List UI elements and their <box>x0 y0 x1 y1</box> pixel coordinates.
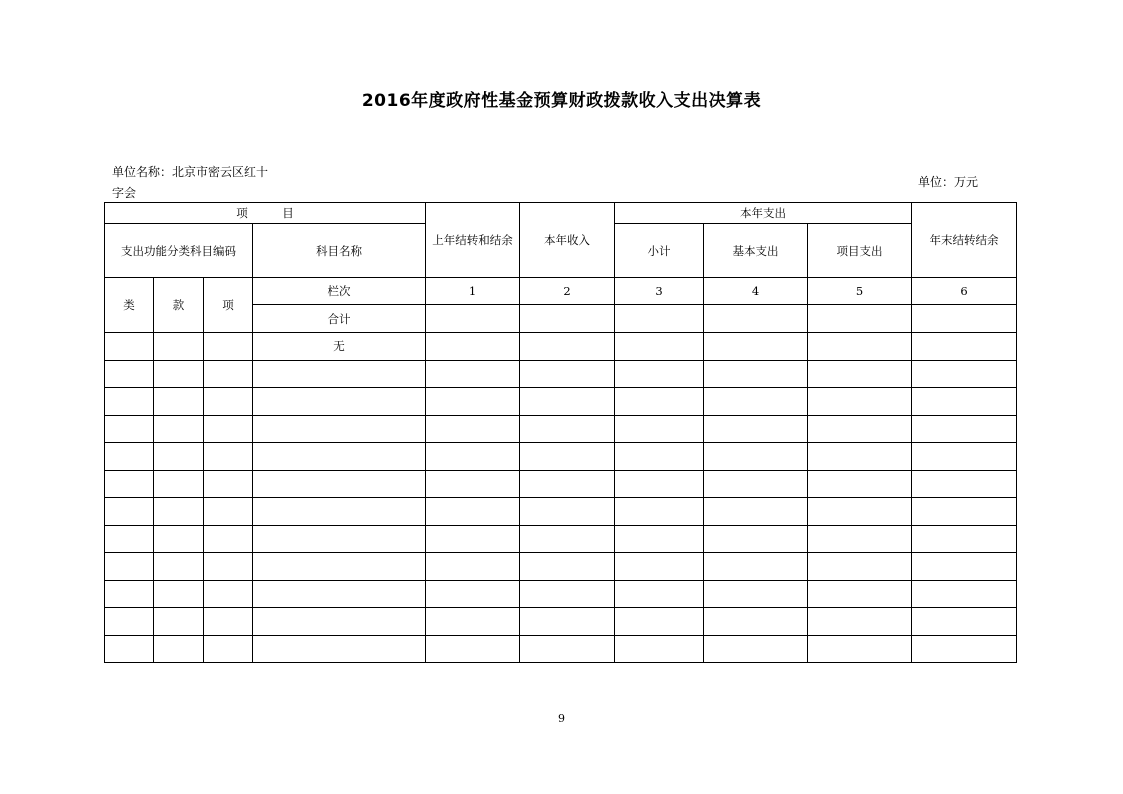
cell-amount <box>912 608 1017 636</box>
lanci-row <box>105 278 1017 305</box>
header-subtotal: 小计 <box>615 224 704 278</box>
table-row <box>105 498 1017 526</box>
cell-subject-name <box>253 388 426 416</box>
header-lei: 类 <box>105 278 154 333</box>
cell-amount <box>808 443 912 471</box>
cell-amount <box>426 553 520 581</box>
total-cell <box>808 305 912 333</box>
cell-amount <box>426 608 520 636</box>
cell-amount <box>912 388 1017 416</box>
page-number: 9 <box>558 712 565 725</box>
cell-amount <box>704 608 808 636</box>
header-code: 支出功能分类科目编码 <box>105 224 253 278</box>
table-row <box>105 553 1017 581</box>
cell-amount <box>912 635 1017 663</box>
table-row <box>105 525 1017 553</box>
cell-xiang <box>204 635 253 663</box>
cell-amount <box>704 415 808 443</box>
table-row <box>105 608 1017 636</box>
lanci-number: 2 <box>520 278 615 305</box>
header-row-1 <box>105 203 1017 224</box>
total-cell <box>615 305 704 333</box>
lanci-number: 4 <box>704 278 808 305</box>
cell-amount <box>520 360 615 388</box>
cell-amount <box>426 443 520 471</box>
cell-amount <box>426 415 520 443</box>
total-cell <box>426 305 520 333</box>
cell-amount <box>520 553 615 581</box>
cell-amount <box>426 580 520 608</box>
cell-amount <box>808 470 912 498</box>
cell-amount <box>520 388 615 416</box>
cell-xiang <box>204 553 253 581</box>
lanci-number: 1 <box>426 278 520 305</box>
cell-amount <box>912 360 1017 388</box>
cell-subject-name <box>253 360 426 388</box>
cell-amount <box>615 635 704 663</box>
cell-amount <box>426 635 520 663</box>
cell-amount <box>704 333 808 361</box>
cell-subject-name <box>253 635 426 663</box>
cell-kuan <box>154 635 204 663</box>
cell-kuan <box>154 608 204 636</box>
cell-subject-name <box>253 443 426 471</box>
cell-kuan <box>154 470 204 498</box>
cell-amount <box>808 415 912 443</box>
header-project: 项目支出 <box>808 224 912 278</box>
cell-amount <box>520 608 615 636</box>
cell-amount <box>520 415 615 443</box>
cell-subject-name <box>253 580 426 608</box>
header-item: 项 目 <box>105 203 426 224</box>
cell-xiang <box>204 498 253 526</box>
lanci-number: 3 <box>615 278 704 305</box>
cell-amount <box>912 470 1017 498</box>
cell-amount <box>615 360 704 388</box>
cell-amount <box>426 360 520 388</box>
table-row <box>105 635 1017 663</box>
total-label: 合计 <box>253 305 426 333</box>
cell-amount <box>704 635 808 663</box>
cell-lei <box>105 553 154 581</box>
cell-subject-name <box>253 525 426 553</box>
lanci-label: 栏次 <box>253 278 426 305</box>
cell-amount <box>704 498 808 526</box>
cell-kuan <box>154 333 204 361</box>
cell-xiang <box>204 608 253 636</box>
header-subject: 科目名称 <box>253 224 426 278</box>
cell-amount <box>426 498 520 526</box>
table-row <box>105 360 1017 388</box>
cell-amount <box>912 525 1017 553</box>
table-row <box>105 388 1017 416</box>
cell-amount <box>912 553 1017 581</box>
cell-amount <box>615 525 704 553</box>
cell-amount <box>704 470 808 498</box>
cell-amount <box>615 470 704 498</box>
page-title: 2016年度政府性基金预算财政拨款收入支出决算表 <box>361 91 762 111</box>
cell-subject-name: 无 <box>253 333 426 361</box>
cell-amount <box>520 470 615 498</box>
cell-amount <box>520 498 615 526</box>
cell-amount <box>808 388 912 416</box>
cell-amount <box>808 553 912 581</box>
cell-amount <box>704 553 808 581</box>
header-expense-group: 本年支出 <box>615 203 912 224</box>
header-kuan: 款 <box>154 278 204 333</box>
lanci-number: 5 <box>808 278 912 305</box>
header-xiang: 项 <box>204 278 253 333</box>
header-income: 本年收入 <box>520 203 615 278</box>
cell-amount <box>704 360 808 388</box>
cell-amount <box>615 608 704 636</box>
cell-kuan <box>154 415 204 443</box>
table-row <box>105 443 1017 471</box>
cell-amount <box>426 470 520 498</box>
cell-amount <box>615 580 704 608</box>
cell-subject-name <box>253 415 426 443</box>
cell-lei <box>105 333 154 361</box>
cell-subject-name <box>253 608 426 636</box>
cell-subject-name <box>253 498 426 526</box>
table-row <box>105 580 1017 608</box>
cell-amount <box>704 388 808 416</box>
budget-table <box>104 202 1017 663</box>
cell-lei <box>105 360 154 388</box>
cell-amount <box>426 333 520 361</box>
cell-xiang <box>204 470 253 498</box>
cell-amount <box>615 333 704 361</box>
cell-amount <box>808 498 912 526</box>
cell-subject-name <box>253 553 426 581</box>
cell-lei <box>105 443 154 471</box>
cell-lei <box>105 498 154 526</box>
cell-kuan <box>154 360 204 388</box>
cell-amount <box>520 525 615 553</box>
table-row <box>105 333 1017 361</box>
cell-xiang <box>204 580 253 608</box>
cell-amount <box>912 580 1017 608</box>
lanci-number: 6 <box>912 278 1017 305</box>
total-cell <box>912 305 1017 333</box>
cell-amount <box>912 333 1017 361</box>
cell-lei <box>105 608 154 636</box>
cell-amount <box>615 388 704 416</box>
cell-kuan <box>154 498 204 526</box>
cell-lei <box>105 388 154 416</box>
cell-kuan <box>154 525 204 553</box>
cell-amount <box>426 388 520 416</box>
cell-amount <box>704 525 808 553</box>
cell-amount <box>704 580 808 608</box>
cell-lei <box>105 580 154 608</box>
cell-amount <box>808 580 912 608</box>
cell-amount <box>704 443 808 471</box>
cell-amount <box>912 498 1017 526</box>
cell-amount <box>520 580 615 608</box>
total-cell <box>704 305 808 333</box>
cell-xiang <box>204 388 253 416</box>
cell-amount <box>615 498 704 526</box>
cell-xiang <box>204 415 253 443</box>
cell-amount <box>426 525 520 553</box>
cell-lei <box>105 470 154 498</box>
cell-subject-name <box>253 470 426 498</box>
header-carryover: 上年结转和结余 <box>426 203 520 278</box>
cell-amount <box>520 333 615 361</box>
cell-amount <box>808 360 912 388</box>
header-year-end: 年末结转结余 <box>912 203 1017 278</box>
cell-xiang <box>204 333 253 361</box>
cell-kuan <box>154 553 204 581</box>
cell-amount <box>912 443 1017 471</box>
cell-amount <box>615 443 704 471</box>
total-cell <box>520 305 615 333</box>
cell-lei <box>105 635 154 663</box>
header-basic: 基本支出 <box>704 224 808 278</box>
cell-lei <box>105 415 154 443</box>
cell-kuan <box>154 443 204 471</box>
cell-amount <box>808 333 912 361</box>
cell-amount <box>615 553 704 581</box>
cell-amount <box>520 443 615 471</box>
table-row <box>105 470 1017 498</box>
cell-amount <box>808 608 912 636</box>
cell-amount <box>912 415 1017 443</box>
cell-amount <box>615 415 704 443</box>
cell-lei <box>105 525 154 553</box>
cell-xiang <box>204 443 253 471</box>
cell-kuan <box>154 580 204 608</box>
cell-xiang <box>204 360 253 388</box>
cell-xiang <box>204 525 253 553</box>
unit-name <box>112 162 272 204</box>
unit-name-text: 单位名称：北京市密云区红十字会 <box>112 165 269 200</box>
cell-amount <box>808 525 912 553</box>
cell-kuan <box>154 388 204 416</box>
table-row <box>105 415 1017 443</box>
cell-amount <box>808 635 912 663</box>
cell-amount <box>520 635 615 663</box>
currency-unit: 单位：万元 <box>918 175 979 189</box>
